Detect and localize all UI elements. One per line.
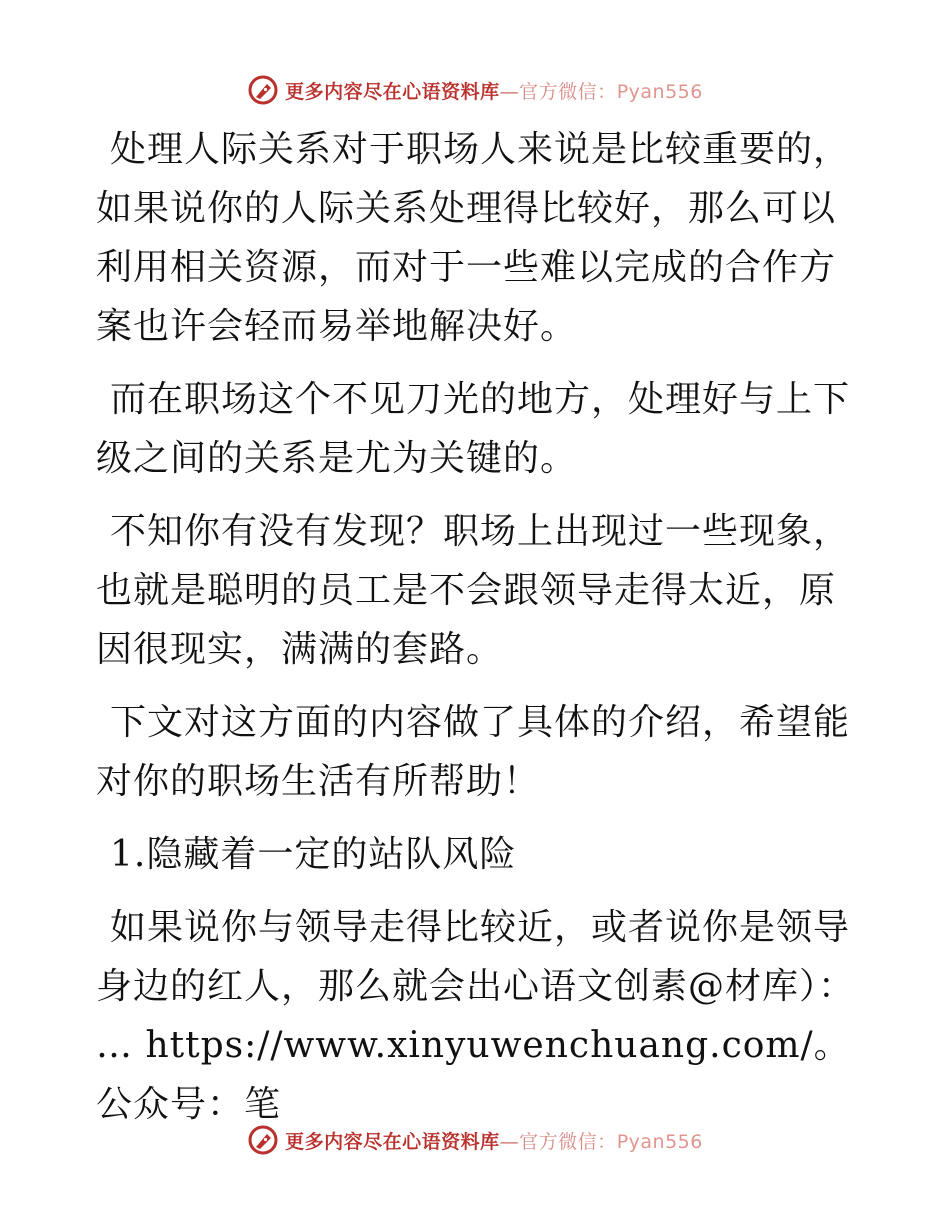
banner-wechat-id: Pyan556 [616,1130,703,1153]
pen-nib-logo-icon [247,74,279,106]
banner-main-text: 更多内容尽在心语资料库 [285,80,500,103]
paragraph-1: 处理人际关系对于职场人来说是比较重要的，如果说你的人际关系处理得比较好，那么可以利用相关资源，而对于一些难以完成的合作方案也许会轻而易举地解决好。 [96,129,851,347]
pen-nib-logo-icon [247,1124,279,1156]
banner-wechat-label: 官方微信： [519,80,617,103]
banner-main-text: 更多内容尽在心语资料库 [285,1130,500,1153]
header-banner [0,70,950,110]
banner-dash: — [499,80,520,103]
paragraph-4: 下文对这方面的内容做了具体的介绍，希望能对你的职场生活有所帮助！ [96,702,851,802]
banner-label [285,77,703,104]
banner-wechat-id: Pyan556 [616,80,703,103]
article-body [96,120,856,1134]
banner-label [285,1127,703,1154]
paragraph-2: 而在职场这个不见刀光的地方，处理好与上下级之间的关系是尤为关键的。 [96,379,851,479]
banner-dash: — [499,1130,520,1153]
paragraph-5: 如果说你与领导走得比较近，或者说你是领导身边的红人，那么就会出心语文创素@材库）： … https://www.xinyuwenchuang.com/。公众号：笔 [96,907,856,1125]
footer-banner [0,1120,950,1160]
section-heading-1: 1.隐藏着一定的站队风险 [110,834,517,875]
banner-wechat-label: 官方微信： [519,1130,617,1153]
paragraph-3: 不知你有没有发现？职场上出现过一些现象，也就是聪明的员工是不会跟领导走得太近，原因很现实，满满的套路。 [96,511,851,670]
